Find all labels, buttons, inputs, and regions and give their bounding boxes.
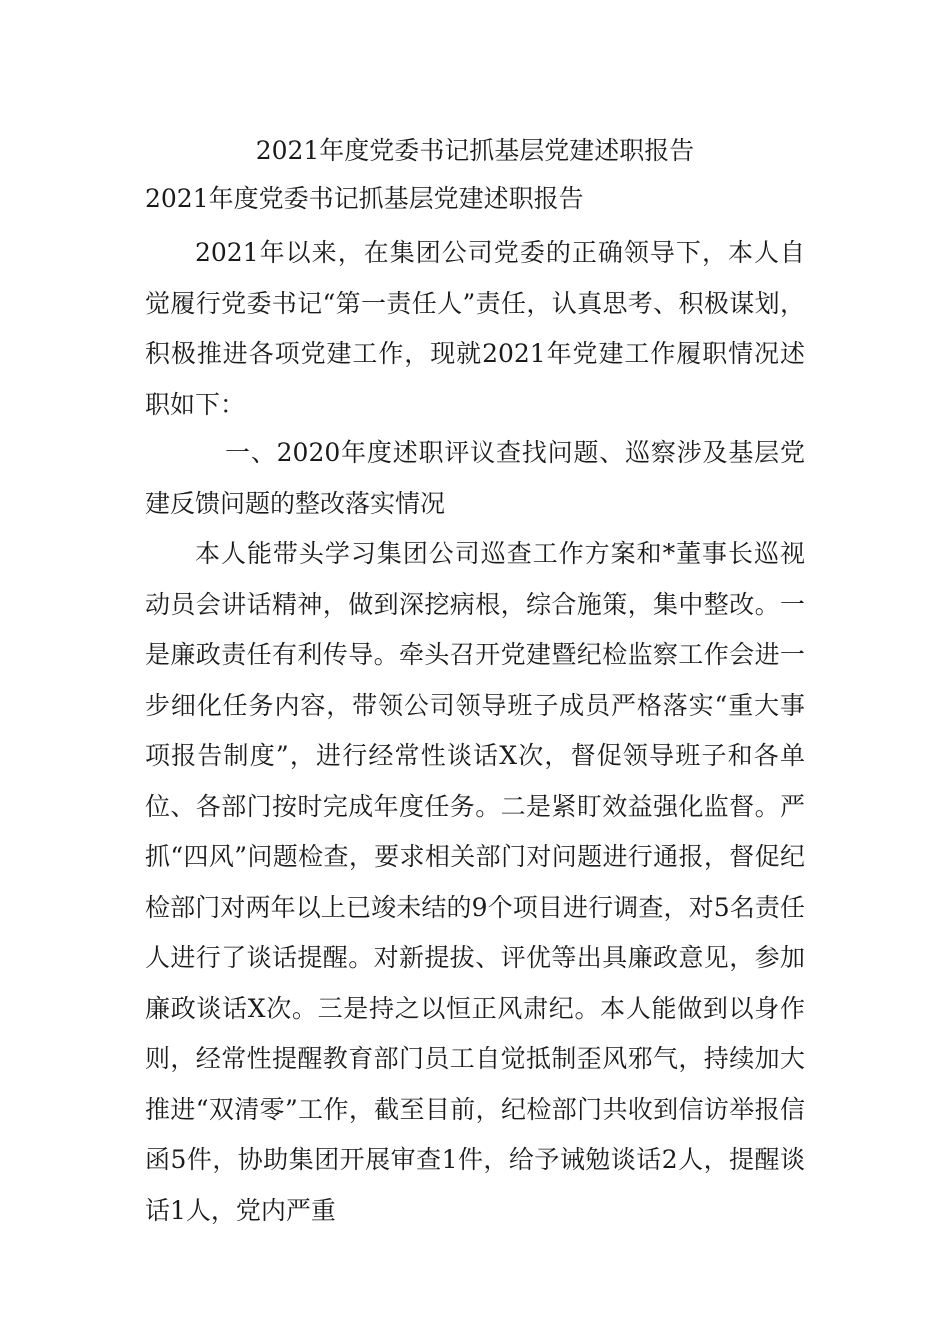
document-subtitle: 2021年度党委书记抓基层党建述职报告 [145,184,584,213]
intro-paragraph: 2021年以来，在集团公司党委的正确领导下，本人自觉履行党委书记“第一责任人”责任，认真思考、积极谋划，积极推进各项党建工作，现就2021年党建工作履职情况述职如下： [145,238,805,419]
document-title: 2021年度党委书记抓基层党建述职报告 [255,136,695,165]
section-heading: 一、2020年度述职评议查找问题、巡察涉及基层党建反馈问题的整改落实情况 [145,438,805,518]
body-paragraph: 本人能带头学习集团公司巡查工作方案和*董事长巡视动员会讲话精神，做到深挖病根，综合施策，集中整改。一是廉政责任有利传导。牵头召开党建暨纪检监察工作会进一步细化任务内容，带领公司领导班子成员严格落实“重大事项报告制度”，进行经常性谈话X次，督促领导班子和各单位、各部门按时完成年度任务。二是紧盯效益强化监督。严抓“四风”问题检查，要求相关部门对问题进行通报，督促纪检部门对两年以上已竣未结的9个项目进行调查，对5名责任人进行了谈话提醒。对新提拔、评优等出具廉政意见，参加廉政谈话X次。三是持之以恒正风肃纪。本人能做到以身作则，经常性提醒教育部门员工自觉抵制歪风邪气，持续加大推进“双清零”工作，截至目前，纪检部门共收到信访举报信函5件，协助集团开展审查1件，给予诫勉谈话2人，提醒谈话1人，党内严重 [145,539,805,1225]
